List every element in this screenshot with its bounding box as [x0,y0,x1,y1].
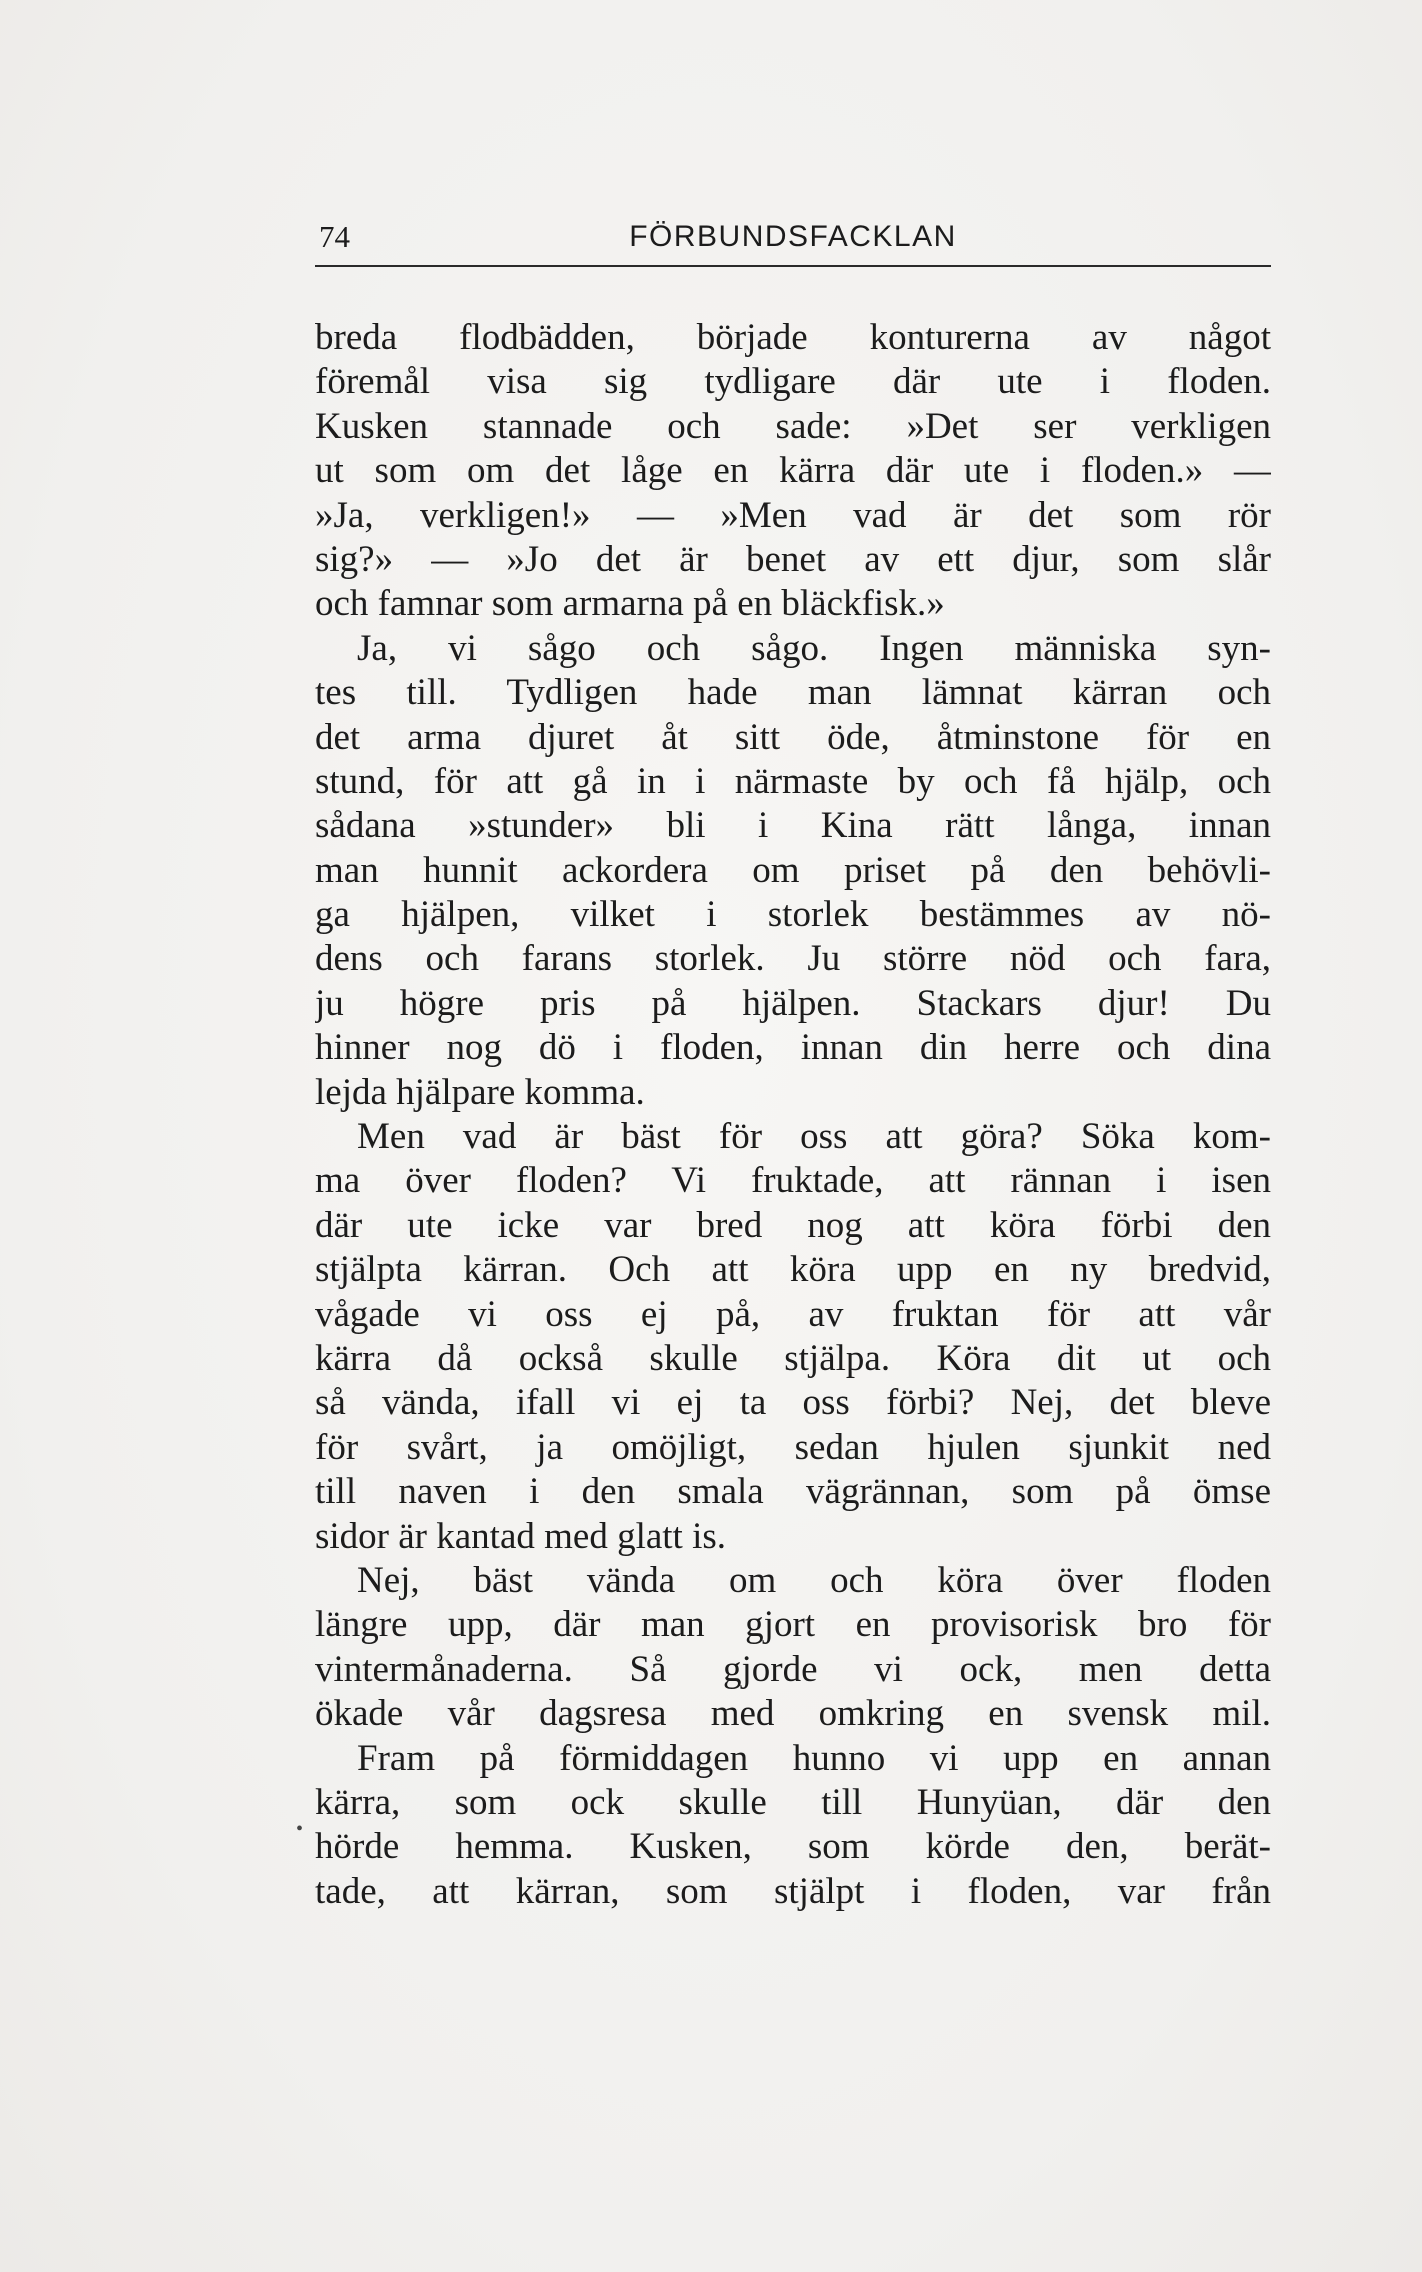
page-header [315,215,1271,267]
text-line: vågade vi oss ej på, av fruktan för att vår [315,1293,1271,1335]
running-title: FÖRBUNDSFACKLAN [629,220,957,253]
body-text [315,316,1271,1914]
text-line: det arma djuret åt sitt öde, åtminstone för en [315,716,1271,758]
text-line: för svårt, ja omöjligt, sedan hjulen sjunkit ned [315,1426,1271,1468]
text-line: lejda hjälpare komma. [315,1071,645,1113]
text-line: stjälpta kärran. Och att köra upp en ny bredvid, [315,1249,1271,1291]
text-line: vintermånaderna. Så gjorde vi ock, men detta [315,1648,1271,1690]
text-line: så vända, ifall vi ej ta oss förbi? Nej, det bleve [315,1382,1271,1424]
text-line: till naven i den smala vägrännan, som på ömse [315,1471,1271,1513]
text-line: ökade vår dagsresa med omkring en svensk mil. [315,1693,1271,1735]
text-line: sidor är kantad med glatt is. [315,1515,727,1557]
text-line: breda flodbädden, började konturerna av något [315,317,1271,358]
text-line: Fram på förmiddagen hunno vi upp en annan [357,1737,1271,1779]
text-line: ut som om det låge en kärra där ute i floden.» — [315,450,1271,492]
text-line: sig?» — »Jo det är benet av ett djur, som slår [315,538,1271,580]
text-line: ju högre pris på hjälpen. Stackars djur! Du [315,982,1271,1024]
text-line: tade, att kärran, som stjälpt i floden, var från [315,1870,1271,1912]
text-line: hinner nog dö i floden, innan din herre och dina [315,1027,1271,1069]
text-line: ma över floden? Vi fruktade, att rännan i isen [315,1160,1271,1202]
text-line: dens och farans storlek. Ju större nöd och fara, [315,938,1271,980]
text-line: Men vad är bäst för oss att göra? Söka kom- [357,1116,1271,1158]
text-line: Ja, vi sågo och sågo. Ingen människa syn- [357,627,1271,669]
text-line: »Ja, verkligen!» — »Men vad är det som rör [315,494,1271,536]
text-line: där ute icke var bred nog att köra förbi den [315,1204,1271,1246]
text-line: föremål visa sig tydligare där ute i floden. [315,361,1271,403]
text-line: hörde hemma. Kusken, som körde den, berät- [315,1826,1271,1868]
page-number: 74 [319,219,350,254]
text-line: kärra, som ock skulle till Hunyüan, där den [315,1781,1271,1823]
text-line: stund, för att gå in i närmaste by och få hjälp, och [315,760,1271,802]
text-line: ga hjälpen, vilket i storlek bestämmes av nö- [315,894,1271,936]
text-line: längre upp, där man gjort en provisorisk bro för [315,1604,1271,1646]
text-line: kärra då också skulle stjälpa. Köra dit ut och [315,1337,1271,1379]
text-line: Nej, bäst vända om och köra över floden [357,1559,1271,1601]
text-line: tes till. Tydligen hade man lämnat kärran och [315,672,1271,714]
text-line: man hunnit ackordera om priset på den behövli- [315,849,1271,891]
text-line: sådana »stunder» bli i Kina rätt långa, innan [315,805,1271,847]
text-line: Kusken stannade och sade: »Det ser verkligen [315,405,1271,447]
text-line: och famnar som armarna på en bläckfisk.» [315,583,945,625]
margin-mark: • [296,1818,304,1840]
